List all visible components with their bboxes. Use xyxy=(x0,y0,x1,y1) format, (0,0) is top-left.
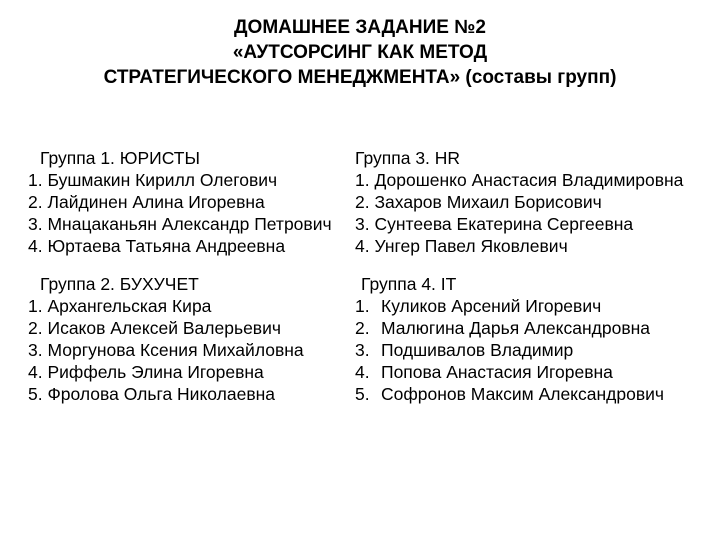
list-item xyxy=(355,361,664,383)
group-heading-prefix: Группа 2. xyxy=(40,274,115,294)
list-item xyxy=(355,383,664,405)
list-item-name: Бушмакин Кирилл Олегович xyxy=(47,170,278,190)
list-item-name: Попова Анастасия Игоревна xyxy=(381,362,613,382)
group-heading-prefix: Группа 1. xyxy=(40,148,115,168)
list-item-name: Архангельская Кира xyxy=(47,296,212,316)
list-item xyxy=(355,213,683,235)
group-heading xyxy=(28,147,332,169)
group-1 xyxy=(28,147,332,257)
list-item xyxy=(28,213,332,235)
list-item xyxy=(355,169,683,191)
list-item-name: Софронов Максим Александрович xyxy=(381,384,665,404)
list-item-name: Захаров Михаил Борисович xyxy=(374,192,602,212)
group-heading xyxy=(355,147,683,169)
list-item-name: Мнацаканьян Александр Петрович xyxy=(47,214,332,234)
list-item xyxy=(355,191,683,213)
list-item-number: 2. xyxy=(355,192,370,212)
list-item-number: 2. xyxy=(28,318,43,338)
list-item-name: Куликов Арсений Игоревич xyxy=(381,296,602,316)
group-4 xyxy=(355,273,664,405)
group-heading-prefix: Группа 4. xyxy=(361,274,436,294)
list-item-number: 4. xyxy=(355,236,370,256)
list-item-name: Малюгина Дарья Александровна xyxy=(381,318,651,338)
list-item-number: 4. xyxy=(28,236,43,256)
page-title xyxy=(0,15,720,90)
list-item xyxy=(28,317,304,339)
list-item xyxy=(355,339,664,361)
list-item-number: 2. xyxy=(28,192,43,212)
group-heading-name: IT xyxy=(440,274,457,294)
group-heading-name: ЮРИСТЫ xyxy=(119,148,200,168)
list-item xyxy=(28,339,304,361)
list-item-number: 2. xyxy=(355,318,370,338)
list-item-name: Дорошенко Анастасия Владимировна xyxy=(374,170,684,190)
list-item-number: 3. xyxy=(355,340,370,360)
title-line-3-bold: СТРАТЕГИЧЕСКОГО МЕНЕДЖМЕНТА» xyxy=(103,67,461,88)
group-heading xyxy=(355,273,664,295)
list-item-number: 1. xyxy=(28,296,43,316)
group-heading-name: БУХУЧЕТ xyxy=(119,274,199,294)
list-item-number: 3. xyxy=(28,340,43,360)
group-heading-name: HR xyxy=(434,148,461,168)
list-item xyxy=(28,361,304,383)
list-item-name: Сунтеева Екатерина Сергеевна xyxy=(374,214,634,234)
list-item xyxy=(28,169,332,191)
list-item-name: Исаков Алексей Валерьевич xyxy=(47,318,281,338)
list-item-name: Лайдинен Алина Игоревна xyxy=(47,192,265,212)
group-3 xyxy=(355,147,683,257)
list-item-number: 4. xyxy=(28,362,43,382)
title-line-1: ДОМАШНЕЕ ЗАДАНИЕ №2 xyxy=(234,17,486,38)
group-heading xyxy=(28,273,304,295)
title-line-2: «АУТСОРСИНГ КАК МЕТОД xyxy=(232,42,488,63)
list-item xyxy=(28,235,332,257)
list-item-number: 5. xyxy=(28,384,43,404)
list-item-name: Фролова Ольга Николаевна xyxy=(47,384,276,404)
list-item xyxy=(28,295,304,317)
list-item-name: Подшивалов Владимир xyxy=(381,340,574,360)
list-item-number: 3. xyxy=(28,214,43,234)
title-line-3 xyxy=(0,65,720,90)
list-item-name: Унгер Павел Яковлевич xyxy=(374,236,568,256)
list-item-number: 1. xyxy=(28,170,43,190)
list-item-name: Юртаева Татьяна Андреевна xyxy=(47,236,286,256)
list-item xyxy=(28,191,332,213)
list-item-number: 5. xyxy=(355,384,370,404)
list-item-number: 4. xyxy=(355,362,370,382)
list-item-number: 3. xyxy=(355,214,370,234)
list-item xyxy=(355,317,664,339)
list-item xyxy=(28,383,304,405)
list-item-number: 1. xyxy=(355,296,370,316)
list-item-name: Риффель Элина Игоревна xyxy=(47,362,264,382)
list-item xyxy=(355,295,664,317)
list-item xyxy=(355,235,683,257)
group-2 xyxy=(28,273,304,405)
list-item-number: 1. xyxy=(355,170,370,190)
list-item-name: Моргунова Ксения Михайловна xyxy=(47,340,304,360)
title-line-3-rest: (составы групп) xyxy=(460,67,617,88)
group-heading-prefix: Группа 3. xyxy=(355,148,430,168)
